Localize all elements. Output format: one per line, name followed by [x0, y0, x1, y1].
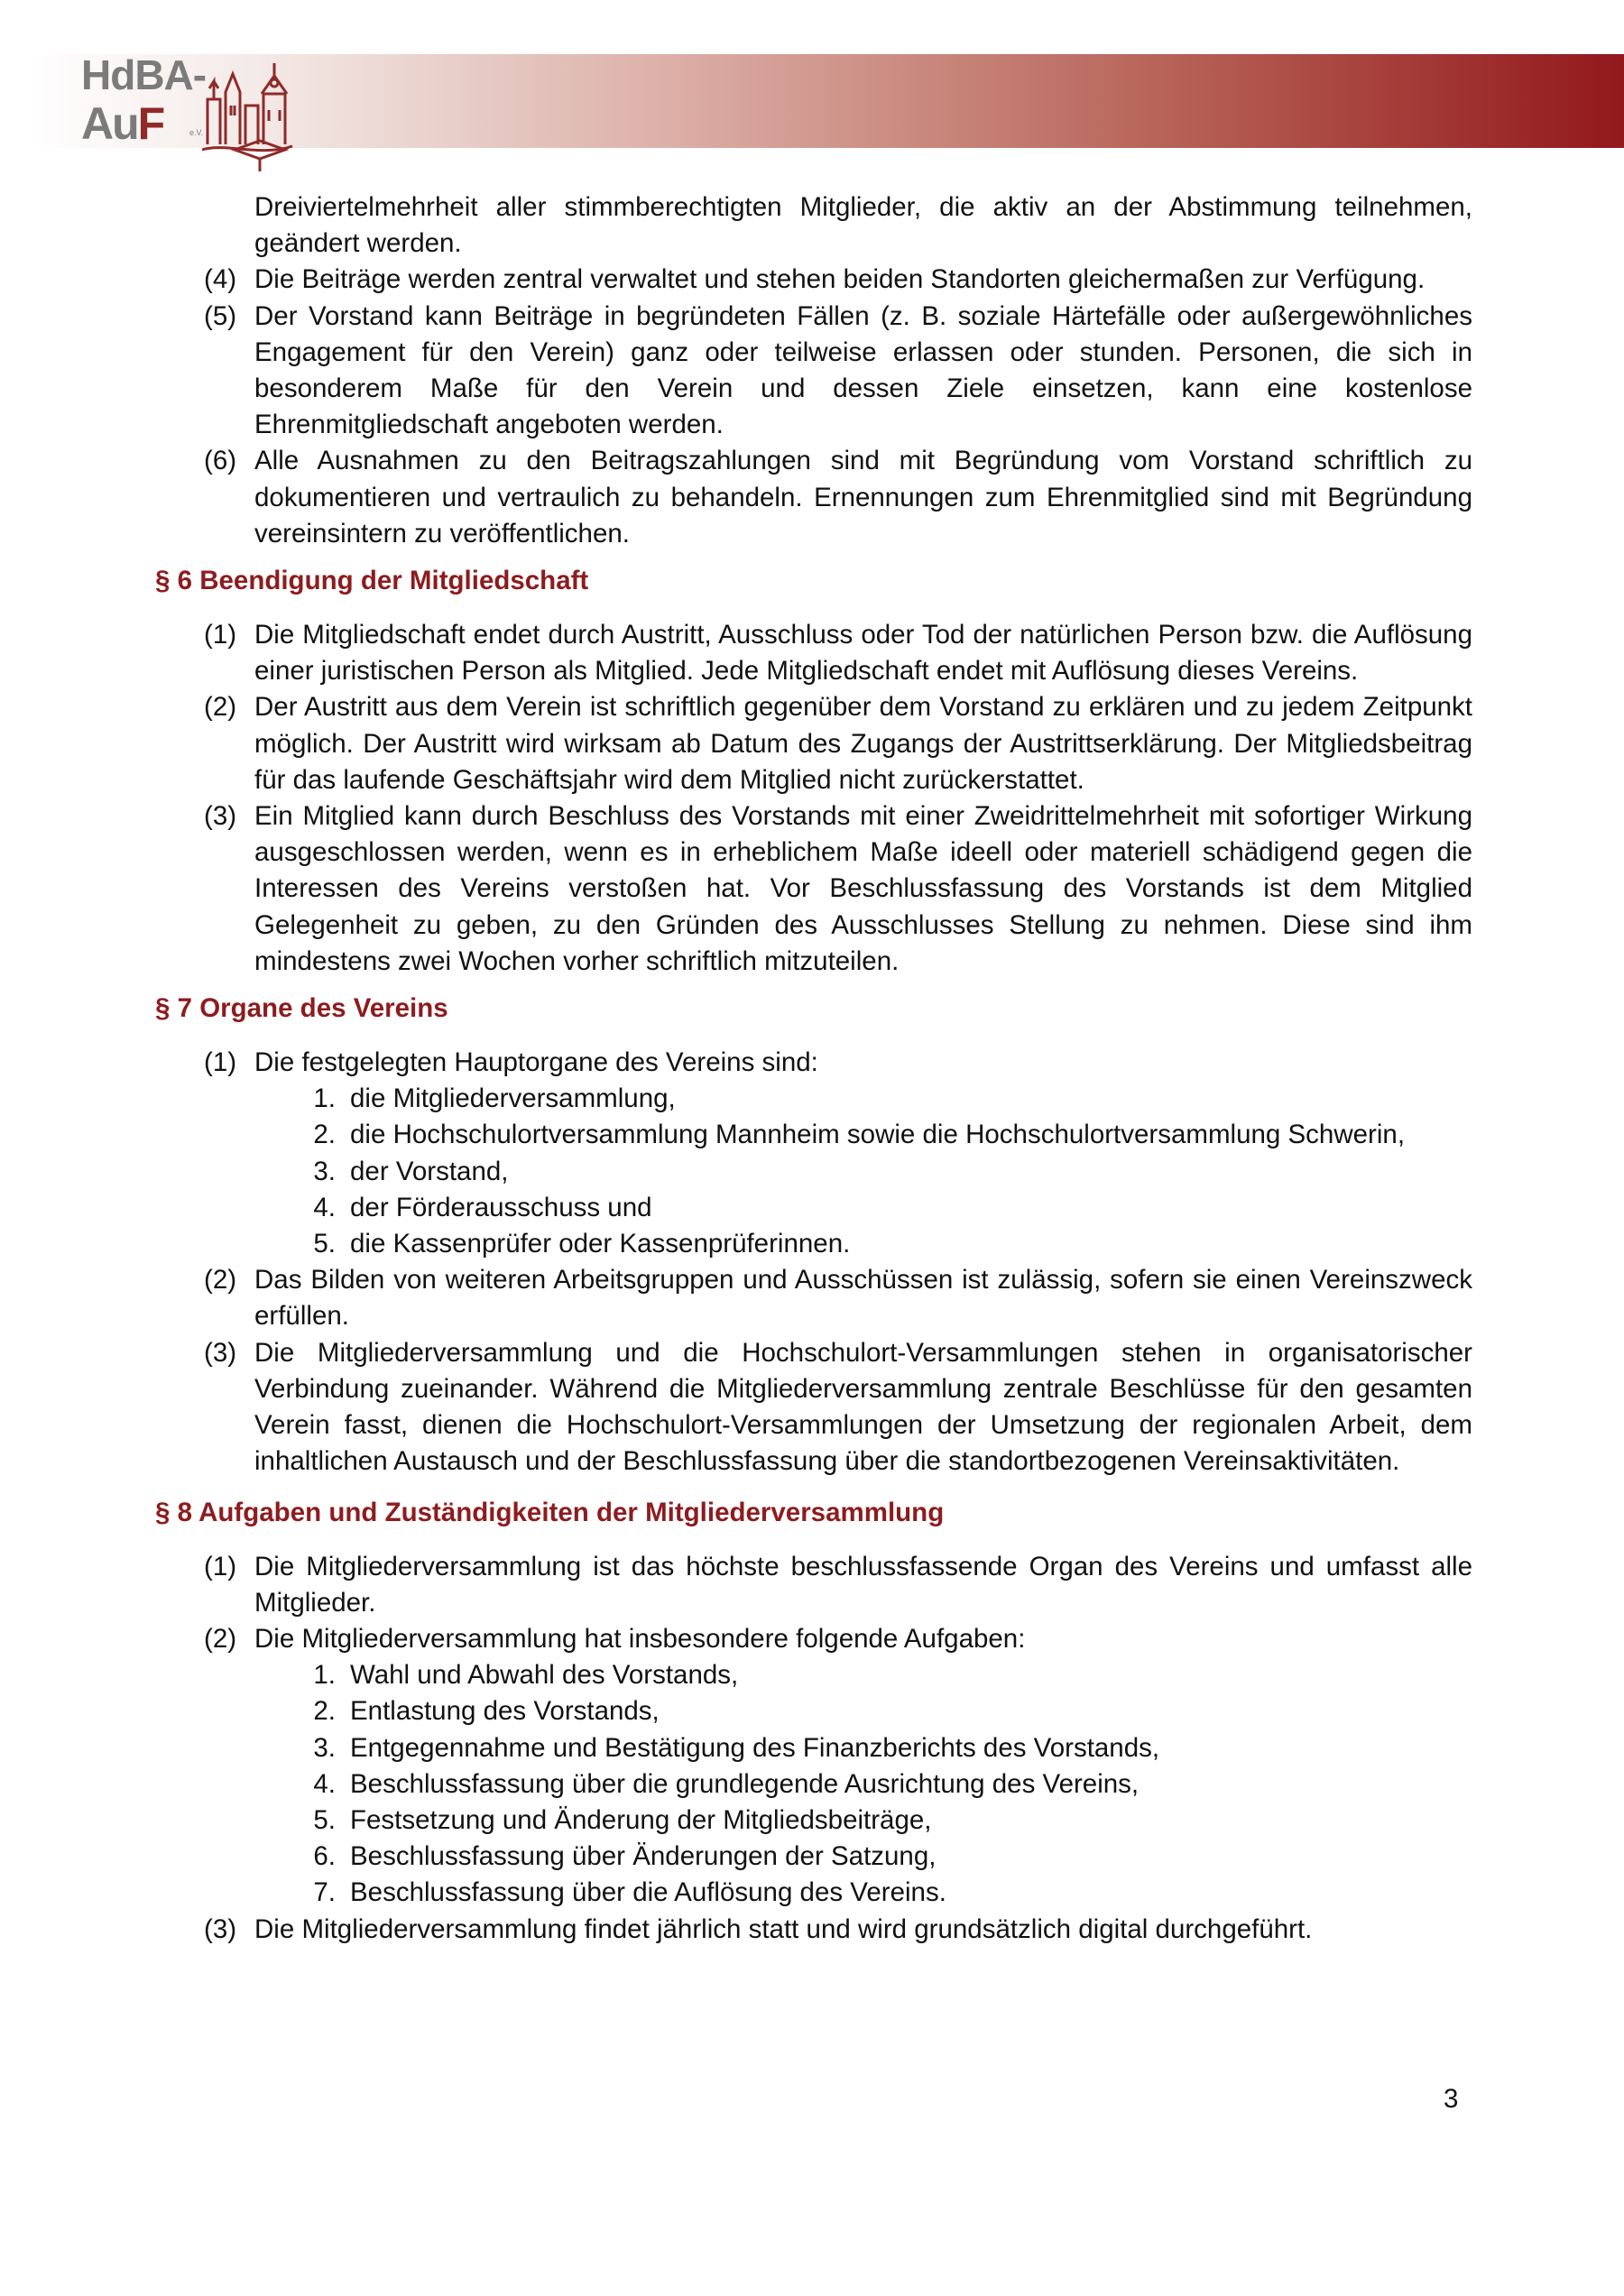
- intro-continuation: Dreiviertelmehrheit aller stimmberechtigten Mitglieder, die aktiv an der Abstimmung teilnehmen, geändert werden.: [254, 192, 1472, 259]
- list-item: (2) Das Bilden von weiteren Arbeitsgruppen und Ausschüssen ist zulässig, sofern sie einen Vereinszweck erfüllen.: [204, 1265, 1472, 1332]
- list-item: (5) Der Vorstand kann Beiträge in begründeten Fällen (z. B. soziale Härtefälle oder außergewöhnliches Engagement für den Verein) ganz oder teilweise erlassen oder stunden. Personen, die sich in besonderem Maße für den Verein und dessen Ziele einsetzen, kann eine kostenlose Ehrenmitgliedschaft angeboten werden.: [204, 300, 1472, 440]
- list-item: (1) Die Mitgliederversammlung ist das höchste beschlussfassende Organ des Vereins und umfasst alle Mitglieder.: [204, 1551, 1472, 1618]
- logo: [54, 0, 298, 171]
- sub-list-item: 3. Entgegennahme und Bestätigung des Finanzberichts des Vorstands,: [313, 1732, 1160, 1763]
- section-heading-6: § 6 Beendigung der Mitgliedschaft: [155, 566, 589, 596]
- section-heading-8: § 8 Aufgaben und Zuständigkeiten der Mitgliederversammlung: [155, 1497, 945, 1527]
- sub-list-item: 1. die Mitgliederversammlung,: [313, 1083, 676, 1114]
- castle-graduation-icon: [198, 56, 298, 173]
- sub-list-item: 5. Festsetzung und Änderung der Mitgliedsbeiträge,: [313, 1804, 932, 1835]
- logo-ev: e.V.: [189, 128, 204, 137]
- list-item: (4) Die Beiträge werden zentral verwaltet und stehen beiden Standorten gleichermaßen zur Verfügung.: [204, 264, 1426, 295]
- sub-list-item: 4. Beschlussfassung über die grundlegende Ausrichtung des Vereins,: [313, 1768, 1140, 1799]
- sub-list-item: 4. der Förderausschuss und: [313, 1192, 652, 1222]
- list-item: (6) Alle Ausnahmen zu den Beitragszahlungen sind mit Begründung vom Vorstand schriftlich zu dokumentieren und vertraulich zu behandeln. Ernennungen zum Ehrenmitglied sind mit Begründung vereinsintern zu veröffentlichen.: [204, 446, 1472, 549]
- list-item: (2) Die Mitgliederversammlung hat insbesondere folgende Aufgaben:: [204, 1623, 1026, 1654]
- page-number: 3: [1444, 2084, 1459, 2114]
- list-item: (1) Die Mitgliedschaft endet durch Austritt, Ausschluss oder Tod der natürlichen Person bzw. die Auflösung einer juristischen Person als Mitglied. Jede Mitgliedschaft endet mit Auflösung dieses Vereins.: [204, 620, 1472, 687]
- sub-list-item: 2. Entlastung des Vorstands,: [313, 1696, 660, 1727]
- document-body: [155, 189, 1472, 1948]
- list-item: (3) Die Mitgliederversammlung findet jährlich statt und wird grundsätzlich digital durchgeführt.: [204, 1913, 1313, 1944]
- list-item: (2) Der Austritt aus dem Verein ist schriftlich gegenüber dem Vorstand zu erklären und zu jedem Zeitpunkt möglich. Der Austritt wird wirksam ab Datum des Zugangs der Austrittserklärung. Der Mitgliedsbeitrag für das laufende Geschäftsjahr wird dem Mitglied nicht zurückerstattet.: [204, 692, 1472, 795]
- sub-list-item: 6. Beschlussfassung über Änderungen der Satzung,: [313, 1841, 937, 1872]
- list-item: (3) Die Mitgliederversammlung und die Hochschulort-Versammlungen stehen in organisatorischer Verbindung zueinander. Während die Mitgliederversammlung zentrale Beschlüsse für den gesamten Verein fasst, dienen die Hochschulort-Versammlungen der Umsetzung der regionalen Arbeit, dem inhaltlichen Austausch und der Beschlussfassung über die standortbezogenen Vereinsaktivitäten.: [204, 1337, 1472, 1477]
- logo-text-bottom: AuF: [81, 98, 164, 149]
- sub-list-item: 2. die Hochschulortversammlung Mannheim sowie die Hochschulortversammlung Schwerin,: [313, 1120, 1406, 1150]
- sub-list-item: 7. Beschlussfassung über die Auflösung des Vereins.: [313, 1877, 946, 1908]
- list-item: (3) Ein Mitglied kann durch Beschluss des Vorstands mit einer Zweidrittelmehrheit mit sofortiger Wirkung ausgeschlossen werden, wenn es in erheblichem Maße ideell oder materiell schädigend gegen die Interessen des Vereins verstoßen hat. Vor Beschlussfassung des Vorstands ist dem Mitglied Gelegenheit zu geben, zu den Gründen des Ausschlusses Stellung zu nehmen. Diese sind ihm mindestens zwei Wochen vorher schriftlich mitzuteilen.: [204, 801, 1472, 976]
- sub-list-item: 3. der Vorstand,: [313, 1156, 509, 1186]
- section-heading-7: § 7 Organe des Vereins: [155, 993, 448, 1024]
- sub-list-item: 5. die Kassenprüfer oder Kassenprüferinnen.: [313, 1229, 851, 1259]
- sub-list-item: 1. Wahl und Abwahl des Vorstands,: [313, 1660, 739, 1691]
- logo-text-top: HdBA-: [81, 51, 207, 98]
- list-item: (1) Die festgelegten Hauptorgane des Vereins sind:: [204, 1047, 818, 1078]
